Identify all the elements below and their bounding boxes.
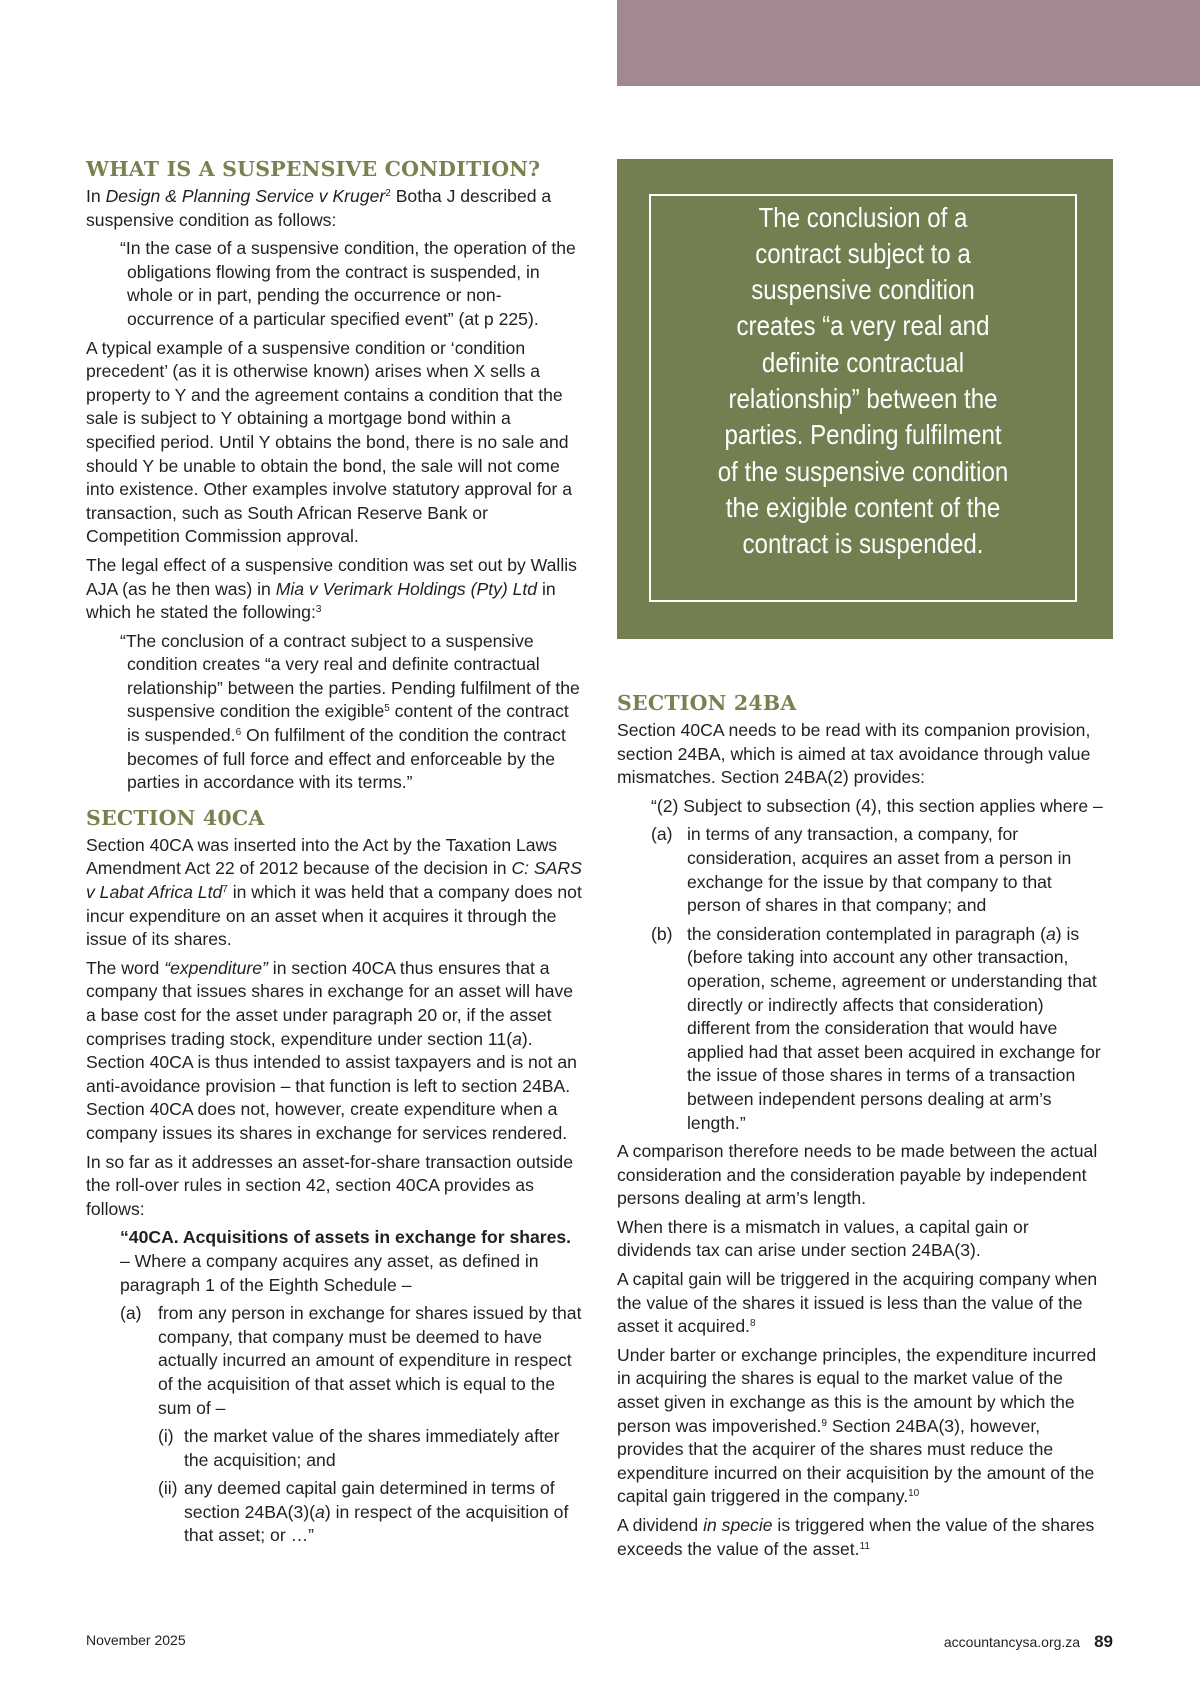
list-item-ii: (ii) any deemed capital gain determined in terms of section 24BA(3)(a) in respect of the acquisition of that asset; or …” bbox=[158, 1478, 569, 1546]
paragraph-dividend-in-specie: A dividend in specie is triggered when the value of the shares exceeds the value of the asset.$^{11}$ bbox=[617, 1515, 1095, 1559]
list-item-i: (i) the market value of the shares immediately after the acquisition; and bbox=[158, 1426, 560, 1470]
page-number: 89 bbox=[1094, 1632, 1113, 1651]
quote-kruger: “In the case of a suspensive condition, the operation of the obligations flowing from the contract is suspended, in whole or in part, pending the occurrence or non-occurrence of a particular specified event” (at p 225). bbox=[120, 238, 576, 329]
quote-verimark: “The conclusion of a contract subject to a suspensive condition creates “a very real and definite contractual relationship” between the parties. Pending fulfilment of the suspensive condition the exigible$^5$ content of the contract is suspended.$^6$ On fulfilment of the condition the contract becomes of full force and effect and enforceable by the parties in accordance with its terms.” bbox=[120, 630, 580, 793]
pull-quote-frame bbox=[649, 194, 1077, 602]
footer-website: accountancysa.org.za bbox=[943, 1634, 1081, 1650]
paragraph-comparison: A comparison therefore needs to be made between the actual consideration and the consideration payable by independent persons dealing at arm’s length. bbox=[617, 1141, 1098, 1209]
heading-suspensive-condition: WHAT IS A SUSPENSIVE CONDITION? bbox=[86, 157, 541, 181]
right-column bbox=[617, 690, 1103, 1566]
footer-right bbox=[944, 1632, 1113, 1652]
list-item-a: (a) from any person in exchange for shares issued by that company, that company must be deemed to have actually incurred an amount of expenditure in respect of the acquisition of that asset which is equal to the sum of – bbox=[120, 1303, 582, 1418]
paragraph-legal-effect: The legal effect of a suspensive condition was set out by Wallis AJA (as he then was) in Mia v Verimark Holdings (Pty) Ltd in which he stated the following:$^3$ bbox=[86, 554, 577, 623]
paragraph-expenditure: The word “expenditure” in section 40CA thus ensures that a company that issues shares in exchange for an asset will have a base cost for the asset under paragraph 20 or, if the asset comprises trading stock, expenditure under section 11(a). Section 40CA is thus intended to assist taxpayers and is not an anti-avoidance provision – that function is left to section 24BA. Section 40CA does not, however, create expenditure when a company issues its shares in exchange for services rendered. bbox=[86, 957, 577, 1143]
list-item-b: (b) the consideration contemplated in paragraph (a) is (before taking into account any other transaction, operation, scheme, agreement or understanding that directly or indirectly affects that consideration) different from the consideration that would have applied had that asset been acquired in exchange for the issue of those shares in terms of a transaction between independent persons dealing at arm’s length.” bbox=[651, 923, 1101, 1133]
paragraph-typical-example: A typical example of a suspensive condition or ‘condition precedent’ (as it is otherwise known) arises when X sells a property to Y and the agreement contains a condition that the sale is subject to Y obtaining a mortgage bond within a specified period. Until Y obtains the bond, there is no sale and should Y be unable to obtain the bond, the sale will not come into existence. Other examples involve statutory approval for a transaction, such as South African Reserve Bank or Competition Commission approval. bbox=[86, 337, 573, 547]
quote-24ba-2: “(2) Subject to subsection (4), this section applies where – bbox=[651, 795, 1103, 816]
footer-date: November 2025 bbox=[86, 1632, 186, 1648]
paragraph-asset-for-share: In so far as it addresses an asset-for-share transaction outside the roll-over rules in section 42, section 40CA provides as follows: bbox=[86, 1151, 574, 1219]
paragraph-companion-provision: Section 40CA needs to be read with its companion provision, section 24BA, which is aimed at tax avoidance through value mismatches. Section 24BA(2) provides: bbox=[617, 720, 1091, 788]
paragraph-capital-gain: A capital gain will be triggered in the acquiring company when the value of the shares it issued is less than the value of the asset it acquired.$^8$ bbox=[617, 1269, 1098, 1337]
pull-quote-box bbox=[617, 159, 1113, 639]
quote-40ca-title: “40CA. Acquisitions of assets in exchange for shares. – Where a company acquires any asset, as defined in paragraph 1 of the Eighth Schedule – bbox=[120, 1227, 572, 1295]
heading-section-24ba: SECTION 24BA bbox=[617, 691, 797, 715]
heading-section-40ca: SECTION 40CA bbox=[86, 805, 265, 830]
paragraph-barter: Under barter or exchange principles, the expenditure incurred in acquiring the shares is equal to the market value of the asset given in exchange as this is the amount by which the person was impoverished.$^9$ Section 24BA(3), however, provides that the acquirer of the shares must reduce the expenditure incurred on their acquisition by the amount of the capital gain triggered in the company.$^{10}$ bbox=[617, 1344, 1097, 1507]
paragraph-kruger: In Design & Planning Service v Kruger$^2$ Botha J described a suspensive condition as follows: bbox=[86, 186, 552, 230]
top-color-bar bbox=[617, 0, 1200, 86]
paragraph-40ca-inserted: Section 40CA was inserted into the Act by the Taxation Laws Amendment Act 22 of 2012 because of the decision in C: SARS v Labat Africa Ltd$^7$ in which it was held that a company does not incur expenditure on an asset when it acquires it through the issue of its shares. bbox=[86, 834, 582, 950]
left-column bbox=[86, 150, 584, 1553]
list-item-a: (a) in terms of any transaction, a company, for consideration, acquires an asset from a person in exchange for the issue by that company to that person of shares in that company; and bbox=[651, 824, 1072, 916]
paragraph-mismatch: When there is a mismatch in values, a capital gain or dividends tax can arise under section 24BA(3). bbox=[617, 1216, 1029, 1261]
pull-quote-text: The conclusion of a contract subject to a suspensive condition creates “a very real and definite contractual relationship” between the parties. Pending fulfilment of the suspensive condition the exigible content of the contract is suspended. bbox=[717, 201, 1009, 560]
